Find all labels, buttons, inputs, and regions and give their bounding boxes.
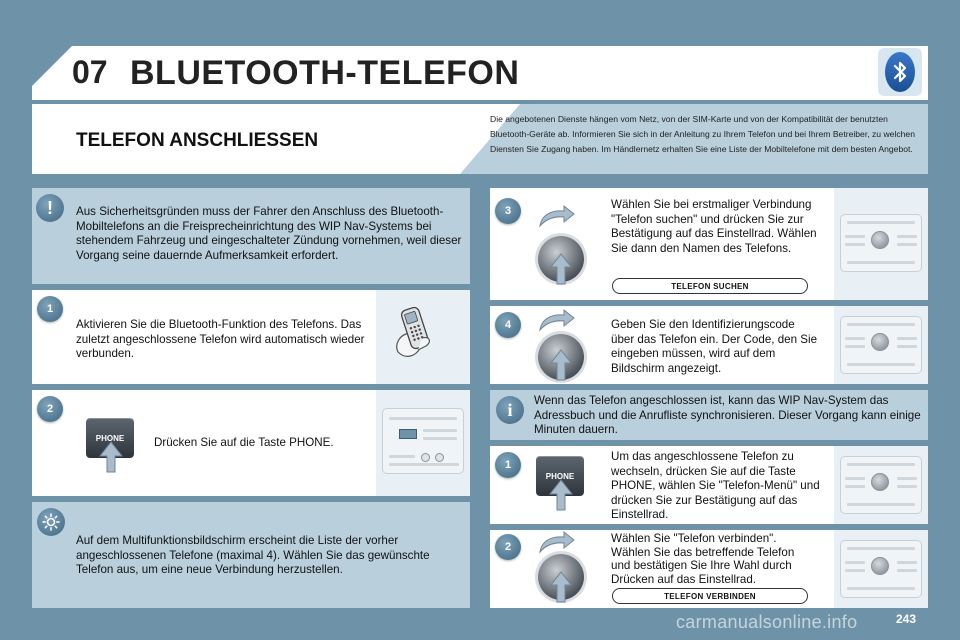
step3-number: 3	[495, 198, 521, 224]
radio-illustration-3	[834, 188, 928, 300]
sub1-number: 1	[495, 452, 521, 478]
info-icon: i	[496, 396, 524, 424]
chapter-title: BLUETOOTH-TELEFON	[130, 54, 520, 92]
sun-icon	[42, 513, 60, 531]
radio-illustration-6	[834, 530, 928, 608]
step2-text: Drücken Sie auf die Taste PHONE.	[154, 436, 334, 449]
radio-illustration-4	[834, 306, 928, 384]
sub1-text: Um das angeschlossene Telefon zu wechseln, drücken Sie auf die Taste PHONE, wählen Sie "Telefon-Menü" und drücken Sie zur Bestätigung auf das Einstellrad.	[611, 450, 820, 521]
step1-text: Aktivieren Sie die Bluetooth-Funktion des Telefons. Das zuletzt angeschlossene Telefon wird automatisch wieder verbunden.	[76, 318, 365, 360]
step4-number: 4	[495, 312, 521, 338]
arrow-up-icon	[549, 570, 573, 604]
step3-text: Wählen Sie bei erstmaliger Verbindung "Telefon suchen" und drücken Sie zur Bestätigung auf das Einstellrad. Wählen Sie dann den Namen des Telefons.	[611, 198, 817, 255]
step2-number: 2	[37, 396, 63, 422]
phone-key-button[interactable]: PHONE	[86, 418, 134, 458]
section-title: TELEFON ANSCHLIESSEN	[76, 130, 319, 151]
info-text: Wenn das Telefon angeschlossen ist, kann das WIP Nav-System das Adressbuch und die Anrufliste synchronisieren. Dieser Vorgang kann einige Minuten dauern.	[534, 394, 921, 436]
phone-key-button[interactable]: PHONE	[536, 456, 584, 496]
intro-text: Die angebotenen Dienste hängen vom Netz, von der SIM-Karte und von der Kompatibilität der benutzten Bluetooth-Geräte ab. Informieren Sie sich in der Anleitung zu Ihrem Telefon und bei Ihrem Betreiber, zu welchen Diensten Sie Zugang haben. Im Händlernetz erhalten Sie eine Liste der Mobiltelefone mit dem besten Angebot.	[490, 114, 915, 154]
radio-illustration-5	[834, 446, 928, 524]
tip-badge	[37, 508, 65, 536]
telefon-verbinden-label: TELEFON VERBINDEN	[612, 588, 808, 604]
arrow-up-icon	[549, 252, 573, 286]
phone-illustration	[376, 290, 470, 384]
mobile-phone-icon	[376, 290, 470, 384]
step1-number: 1	[37, 296, 63, 322]
sub2-number: 2	[495, 534, 521, 560]
warning-text: Aus Sicherheitsgründen muss der Fahrer den Anschluss des Bluetooth-Mobiltelefons an die Freisprecheinrichtung des WIP Nav-Systems bei stehendem Fahrzeug und eingeschalteter Zündung vornehmen, weil dieser Vorgang seine dauernde Aufmerksamkeit erfordert.	[76, 205, 462, 262]
step4-text: Geben Sie den Identifizierungscode über das Telefon ein. Der Code, den Sie eingeben müssen, wird auf dem Bildschirm angezeigt.	[611, 318, 818, 375]
arrow-up-icon	[98, 440, 124, 474]
telefon-suchen-label: TELEFON SUCHEN	[612, 278, 808, 294]
page-number: 243	[896, 612, 917, 626]
warning-icon: !	[36, 194, 64, 222]
chapter-number: 07	[72, 54, 108, 90]
rotate-arrow-icon	[536, 204, 576, 228]
rotate-arrow-icon	[536, 530, 576, 554]
arrow-up-icon	[549, 348, 573, 382]
rotate-arrow-icon	[536, 308, 576, 332]
sub2-text: Wählen Sie "Telefon verbinden". Wählen Sie das betreffende Telefon und bestätigen Sie Ihre Wahl durch Drücken auf das Einstellrad.	[611, 532, 795, 586]
radio-illustration-left	[376, 390, 470, 496]
watermark: carmanualsonline.info	[676, 612, 858, 632]
tip-text: Auf dem Multifunktionsbildschirm erscheint die Liste der vorher angeschlossenen Telefone (maximal 4). Wählen Sie das gewünschte Telefon aus, um eine neue Verbindung herzustellen.	[76, 534, 430, 576]
bluetooth-icon	[892, 59, 908, 85]
bluetooth-badge	[878, 48, 922, 96]
arrow-up-icon	[548, 478, 574, 512]
